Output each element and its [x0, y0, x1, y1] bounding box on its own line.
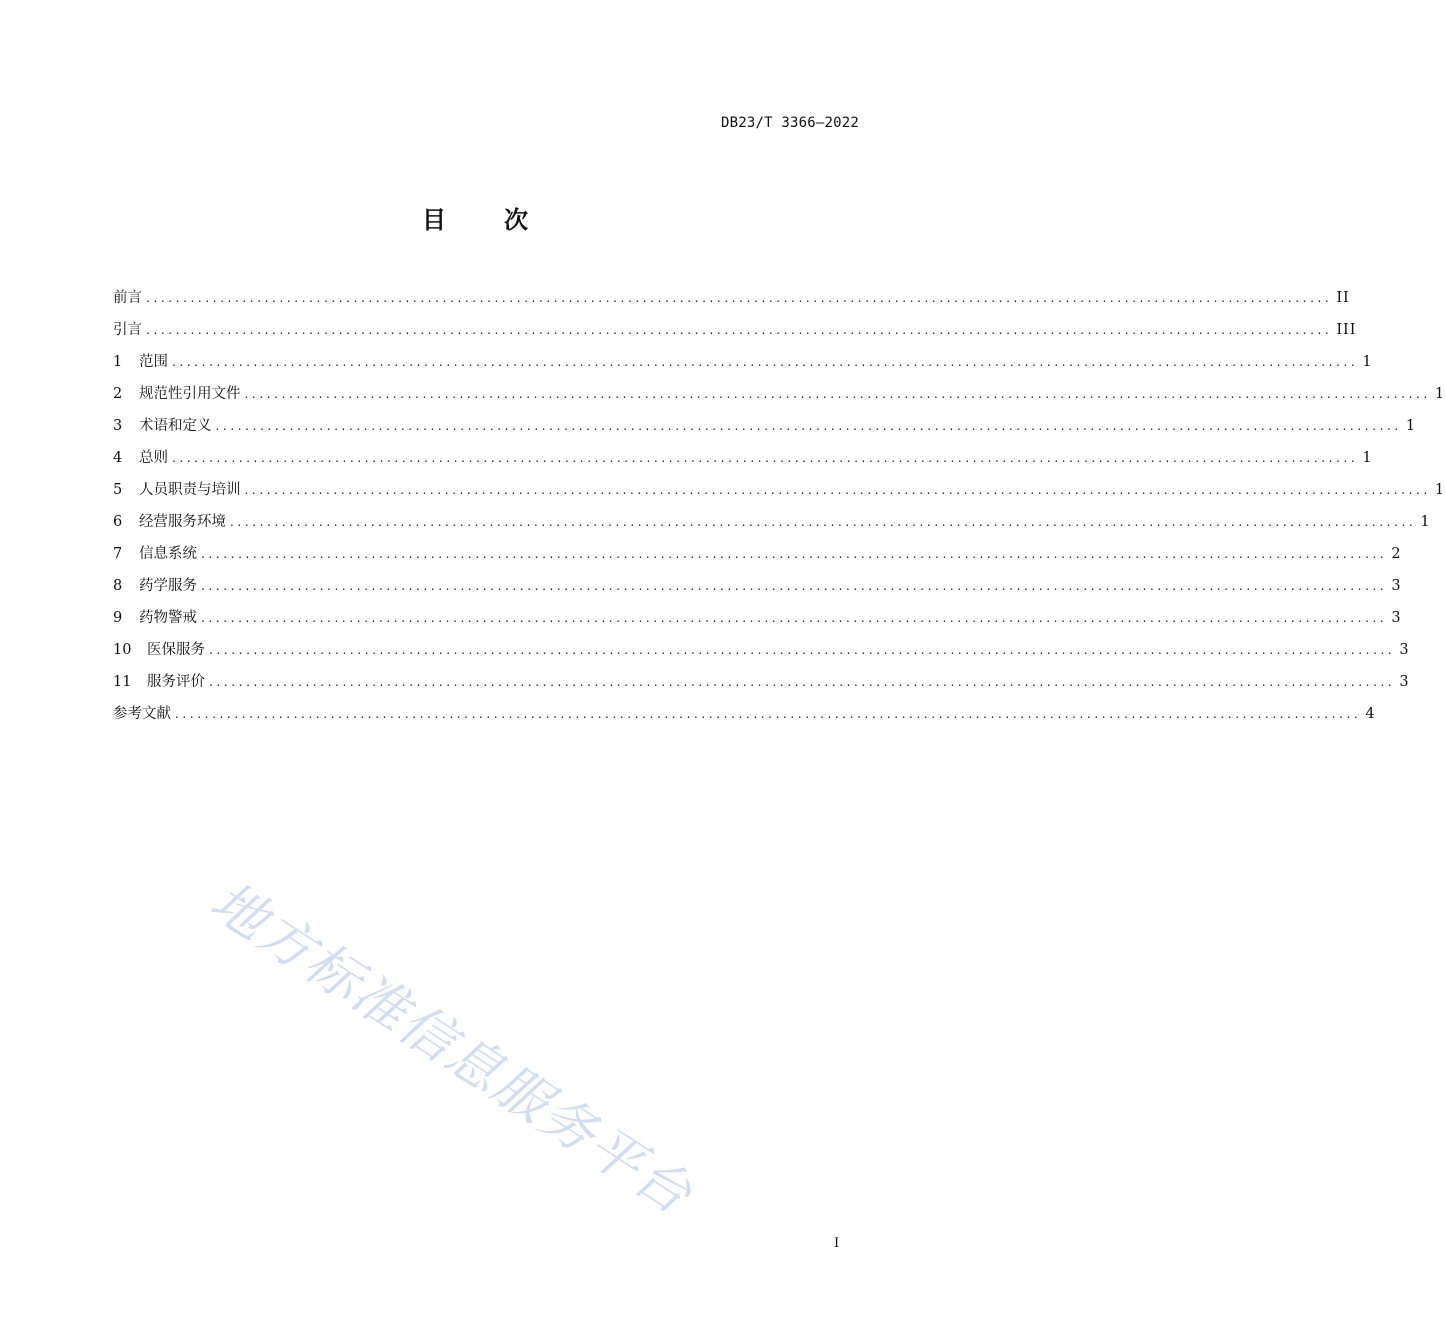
- table-of-contents: [113, 286, 1445, 734]
- toc-entry-label: 人员职责与培训: [139, 482, 241, 498]
- toc-entry-number: 4: [113, 450, 123, 466]
- toc-entry[interactable]: [113, 350, 1373, 382]
- toc-entry-page: 3: [1391, 578, 1402, 594]
- toc-entry-page: 1: [1362, 450, 1373, 466]
- toc-entry[interactable]: [113, 574, 1402, 606]
- standard-code: DB23/T 3366—2022: [720, 115, 859, 131]
- toc-entry-number: 11: [113, 674, 132, 690]
- page-title: [0, 200, 950, 235]
- toc-entry-label: 规范性引用文件: [139, 386, 241, 402]
- toc-entry[interactable]: [113, 606, 1402, 638]
- toc-entry[interactable]: [113, 638, 1410, 670]
- toc-entry-page: 3: [1399, 642, 1410, 658]
- toc-leader-dots: ................................................................................................................................................................: [244, 387, 1431, 401]
- toc-entry-label: 总则: [139, 450, 168, 466]
- toc-entry-number: 2: [113, 386, 123, 402]
- toc-entry-page: III: [1336, 322, 1357, 338]
- toc-entry-label: 医保服务: [147, 642, 205, 658]
- toc-leader-dots: ................................................................................................................................................................: [209, 643, 1396, 657]
- toc-leader-dots: ................................................................................................................................................................: [172, 355, 1359, 369]
- toc-leader-dots: ................................................................................................................................................................: [209, 675, 1396, 689]
- toc-leader-dots: ................................................................................................................................................................: [172, 451, 1359, 465]
- toc-entry[interactable]: [113, 286, 1350, 318]
- toc-entry-page: II: [1336, 290, 1350, 306]
- toc-entry-number: 8: [113, 578, 123, 594]
- toc-entry-page: 4: [1365, 706, 1376, 722]
- toc-entry-label: 引言: [113, 322, 142, 338]
- toc-entry-page: 1: [1434, 386, 1445, 402]
- toc-leader-dots: ................................................................................................................................................................: [146, 291, 1333, 305]
- toc-entry-label: 术语和定义: [139, 418, 212, 434]
- toc-entry-label: 参考文献: [113, 706, 171, 722]
- toc-leader-dots: ................................................................................................................................................................: [201, 579, 1388, 593]
- toc-entry[interactable]: [113, 542, 1402, 574]
- toc-leader-dots: ................................................................................................................................................................: [146, 323, 1333, 337]
- toc-entry-page: 3: [1391, 610, 1402, 626]
- toc-entry[interactable]: [113, 478, 1445, 510]
- toc-leader-dots: ................................................................................................................................................................: [244, 483, 1431, 497]
- toc-entry-page: 1: [1405, 418, 1417, 434]
- toc-entry[interactable]: [113, 702, 1376, 734]
- toc-entry-page: 1: [1362, 354, 1373, 370]
- toc-entry[interactable]: [113, 414, 1417, 446]
- toc-entry-label: 经营服务环境: [139, 514, 226, 530]
- toc-entry-page: 3: [1399, 674, 1410, 690]
- watermark: 地方标准信息服务平台: [199, 869, 704, 1228]
- toc-entry-number: 9: [113, 610, 123, 626]
- toc-entry-number: 10: [113, 642, 132, 658]
- toc-entry-label: 药物警戒: [139, 610, 197, 626]
- toc-entry-page: 2: [1391, 546, 1402, 562]
- toc-entry[interactable]: [113, 510, 1431, 542]
- page-number: I: [834, 1236, 840, 1251]
- toc-entry-label: 前言: [113, 290, 142, 306]
- toc-entry-number: 6: [113, 514, 123, 530]
- toc-leader-dots: ................................................................................................................................................................: [201, 611, 1388, 625]
- toc-entry[interactable]: [113, 318, 1357, 350]
- title-char-1: 目: [422, 206, 446, 234]
- toc-leader-dots: ................................................................................................................................................................: [201, 547, 1388, 561]
- toc-leader-dots: ................................................................................................................................................................: [175, 707, 1362, 721]
- toc-entry-number: 5: [113, 482, 123, 498]
- toc-entry[interactable]: [113, 670, 1410, 702]
- toc-entry-page: 1: [1434, 482, 1445, 498]
- toc-entry[interactable]: [113, 382, 1445, 414]
- title-char-2: 次: [504, 206, 528, 234]
- toc-entry-label: 药学服务: [139, 578, 197, 594]
- toc-entry-label: 服务评价: [147, 674, 205, 690]
- toc-entry-label: 范围: [139, 354, 168, 370]
- toc-entry[interactable]: [113, 446, 1373, 478]
- toc-entry-label: 信息系统: [139, 546, 197, 562]
- toc-entry-number: 7: [113, 546, 123, 562]
- toc-entry-number: 3: [113, 418, 123, 434]
- toc-entry-number: 1: [113, 354, 123, 370]
- toc-leader-dots: ................................................................................................................................................................: [230, 515, 1417, 529]
- toc-entry-page: 1: [1420, 514, 1431, 530]
- toc-leader-dots: ................................................................................................................................................................: [215, 419, 1402, 433]
